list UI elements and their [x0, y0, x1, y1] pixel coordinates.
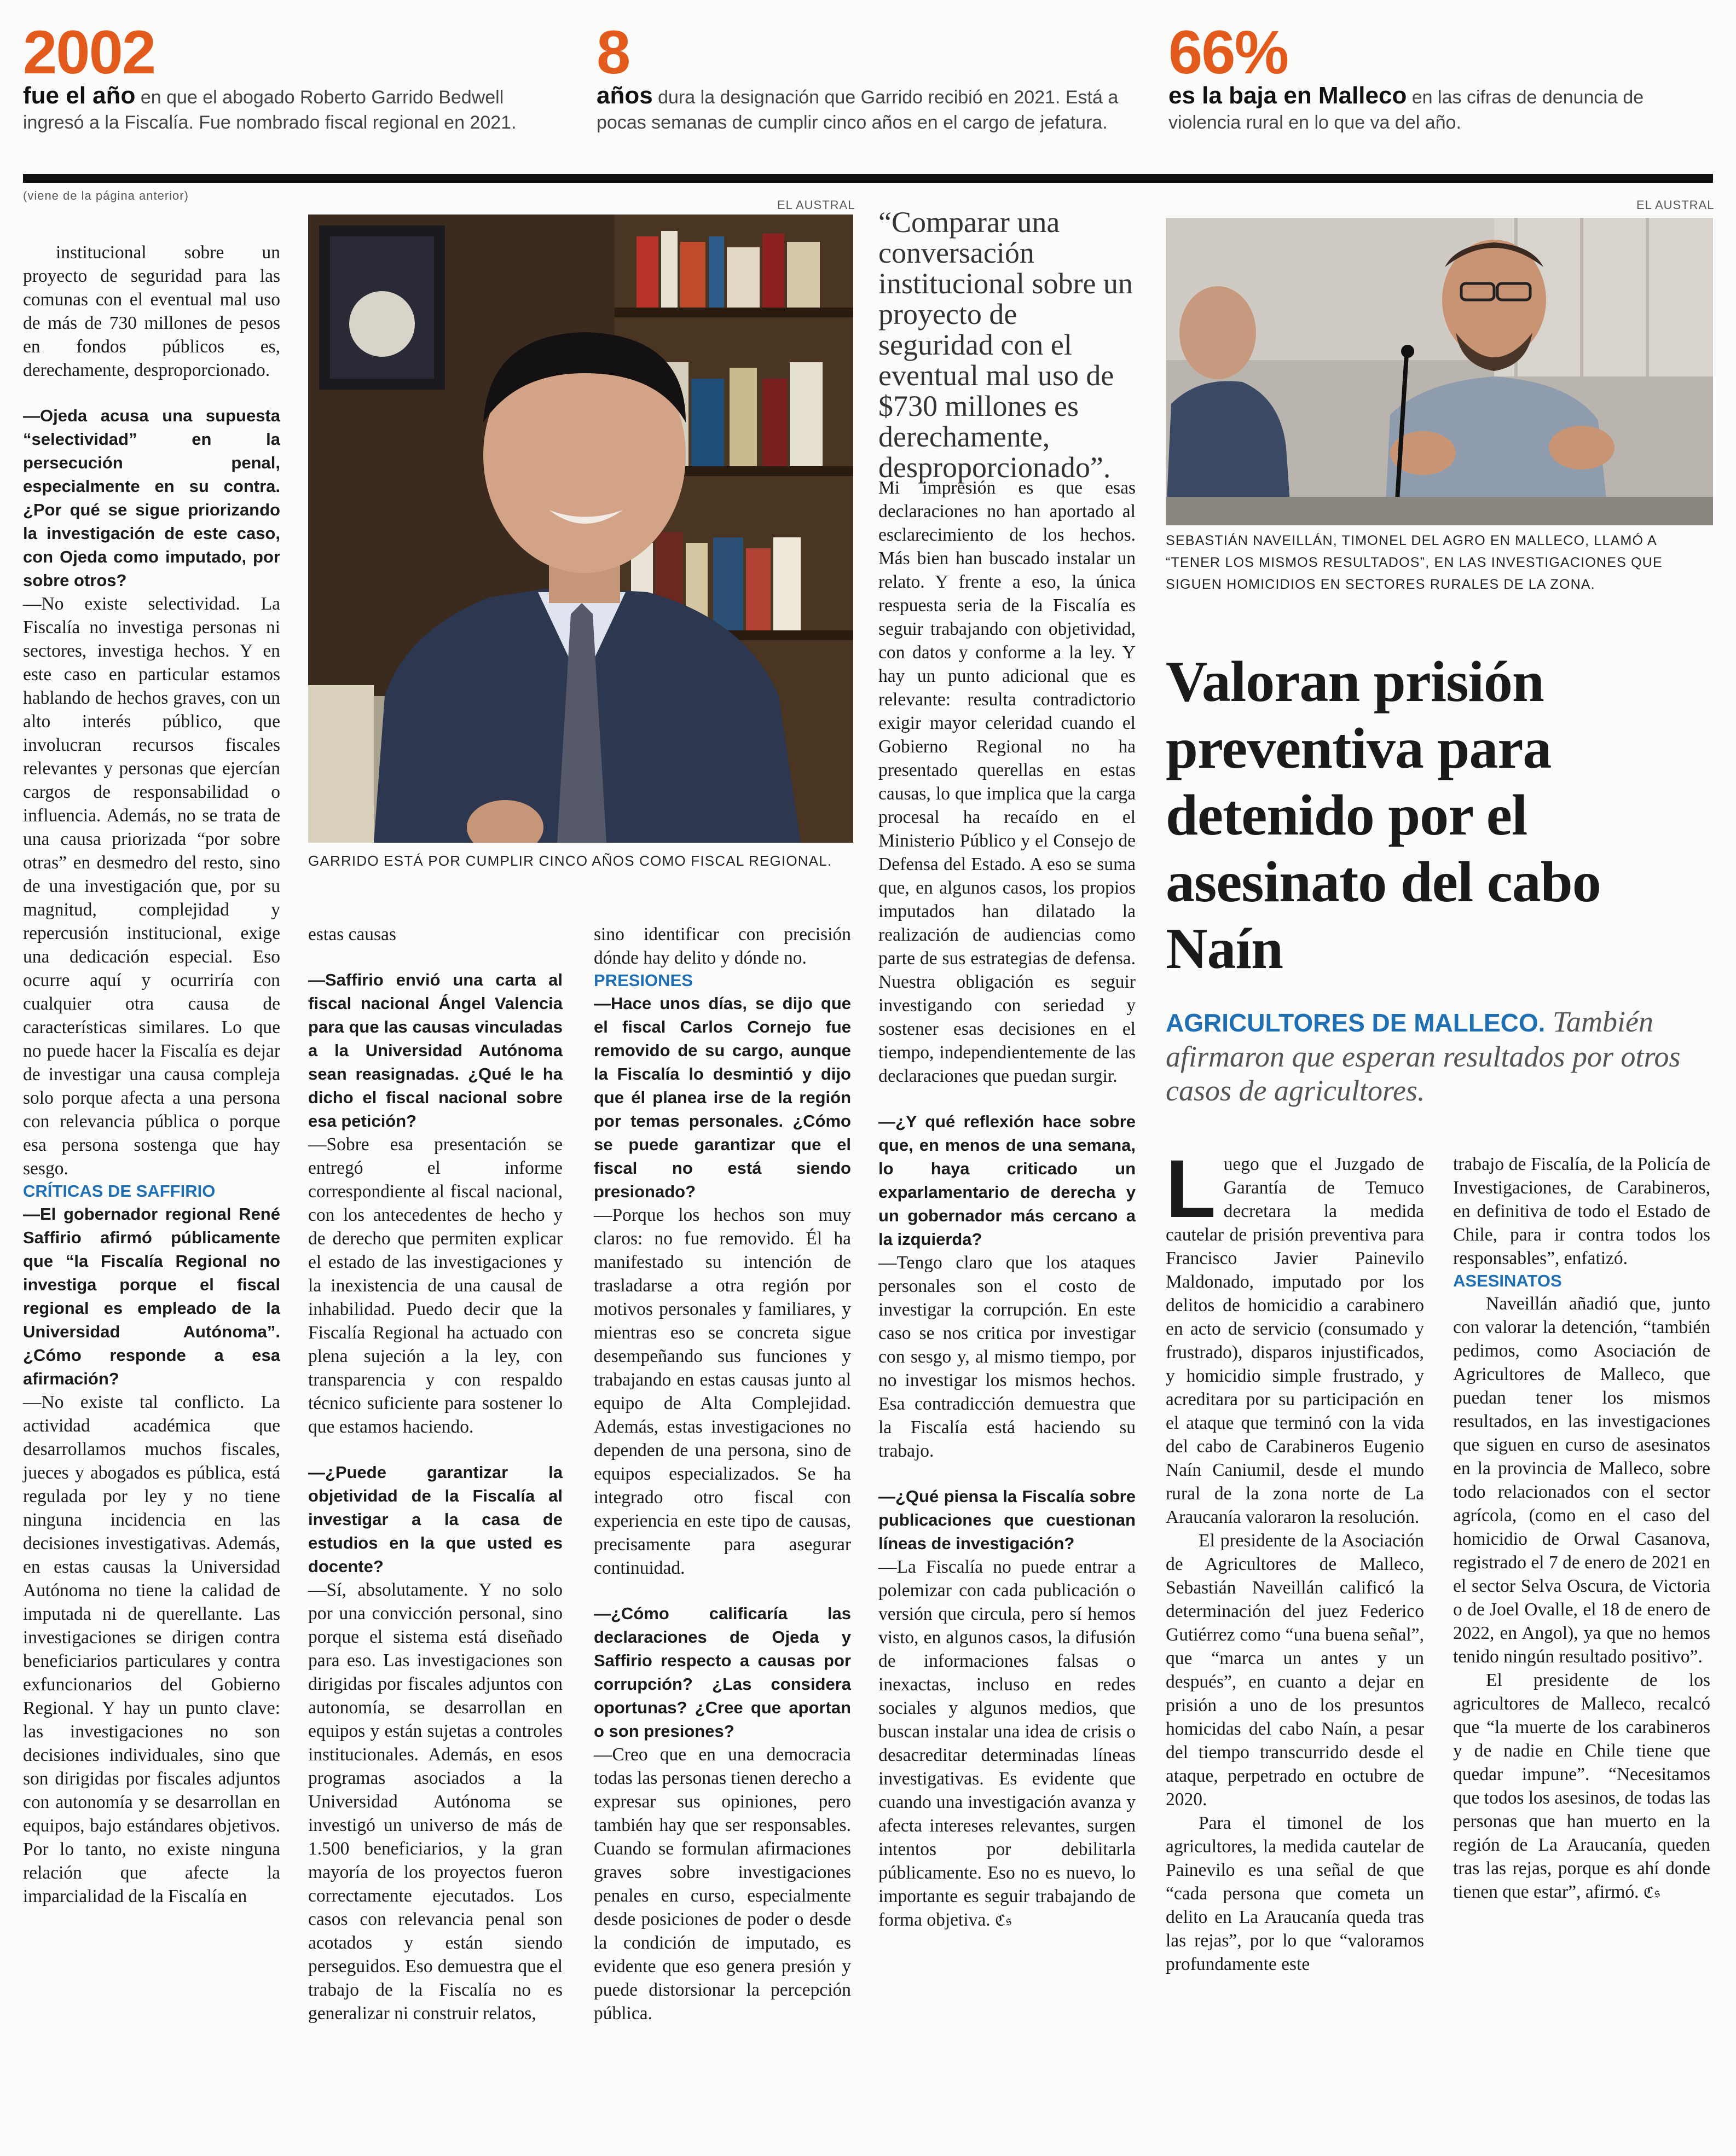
top-rule: [23, 174, 1713, 183]
column-2: [308, 923, 563, 2025]
stat-block-1: [23, 18, 565, 135]
pull-quote: “Comparar una conversación institucional sobre un proyecto de seguridad con el eventual mal uso de $730 millones es derechamente, desproporcionado”.: [878, 206, 1133, 484]
article2-c2-paragraph-1: trabajo de Fiscalía, de la Policía de Investigaciones, de Carabineros, en definitiva de todo el Estado de Chile, para ir contra todos los responsables”, enfatizó.: [1453, 1154, 1710, 1268]
end-of-article-mark-1: ℭ𝔰: [995, 1911, 1012, 1929]
dropcap-letter: L: [1166, 1143, 1216, 1235]
naveillan-meeting-image: [1166, 218, 1713, 525]
article2-c1-paragraph-3: Para el timonel de los agricultores, la medida cautelar de Painevilo es una señal de que “cada persona que cometa un delito en La Araucanía queda tras las rejas”, por lo que “valoramos profundamente este: [1166, 1813, 1424, 1974]
col1-question-1: —Ojeda acusa una supuesta “selectividad” en la persecución penal, especialmente en su contra. ¿Por qué se sigue priorizando la investigación de este caso, con Ojeda como imputado, por sobre otros?: [23, 406, 280, 590]
col4-question-2: —¿Qué piensa la Fiscalía sobre publicaciones que cuestionan líneas de investigación?: [878, 1487, 1136, 1553]
article2-c2-paragraph-3-wrap: [1453, 1668, 1710, 1904]
article2-headline: Valoran prisión preventiva para detenido por el asesinato del cabo Naín: [1166, 650, 1601, 981]
photo2-caption: SEBASTIÁN NAVEILLÁN, TIMONEL DEL AGRO EN MALLECO, LLAMÓ A “TENER LOS MISMOS RESULTADOS”, EN LAS INVESTIGACIONES QUE SIGUEN HOMICIDIOS EN SECTORES RURALES DE LA ZONA.: [1166, 533, 1663, 592]
col3-subhead: PRESIONES: [594, 971, 693, 990]
article2-c2-paragraph-2: Naveillán añadió que, junto con valorar la detención, “también pedimos, como Asociación de Agricultores de Malleco, que puedan tener los mismos resultados, en las investigaciones que siguen en curso de asesinatos en la provincia de Malleco, sobre todo relacionados con el sector agrícola, (como en el caso del homicidio de Orwal Casanova, registrado el 7 de enero de 2021 en el sector Selva Oscura, de Victoria o de Joel Ovalle, el 18 de enero de 2022, en Angol), ya que no hemos tenido ningún resultado positivo”.: [1453, 1294, 1710, 1667]
stat-number-3: 66%: [1168, 18, 1288, 86]
article2-c1-paragraph-1: [1166, 1143, 1424, 1529]
article2-c1-paragraph-2: El presidente de la Asociación de Agricultores de Malleco, Sebastián Naveillán calificó la determinación del juez Federico Gutiérrez como “una buena señal”, que “marca un antes y un después”, en cuanto a dejar en prisión a uno de los presuntos homicidas del cabo Naín, a pesar del tiempo transcurrido desde el ataque, perpetrado en octubre de 2020.: [1166, 1531, 1424, 1810]
article2-subhead: ASESINATOS: [1453, 1271, 1562, 1290]
col2-answer-1: —Sobre esa presentación se entregó el informe correspondiente al fiscal nacional, con los antecedentes de hecho y de derecho que permiten explicar el estado de las investigaciones y la inexistencia de una causal de inhabilidad. Puedo decir que la Fiscalía Regional ha actuado con plena sujeción a la ley, con transparencia y con respaldo técnico suficiente para sostener lo que estamos haciendo.: [308, 1134, 563, 1437]
col4-question-1: —¿Y qué reflexión hace sobre que, en menos de una semana, lo haya criticado un exparlamentario de derecha y un gobernador más cercano a la izquierda?: [878, 1112, 1136, 1249]
article2-c2-paragraph-3: El presidente de los agricultores de Malleco, recalcó que “la muerte de los carabineros y de nadie en Chile tiene que quedar impune”. “Necesitamos que todos los asesinos, de todas las personas que han muerto en la región de La Araucanía, queden tras las rejas, porque es ahí donde tienen que estar”, afirmó.: [1453, 1670, 1710, 1902]
column-4: [878, 476, 1136, 1932]
naveillan-photo: [1166, 218, 1713, 525]
article2-deck: [1166, 1005, 1713, 1108]
col2-paragraph-1: estas causas: [308, 924, 396, 944]
stat-text-3: [1168, 83, 1716, 135]
stat-text-1: [23, 83, 565, 135]
col1-subhead: CRÍTICAS DE SAFFIRIO: [23, 1181, 216, 1201]
col3-question-2: —¿Cómo calificaría las declaraciones de Ojeda y Saffirio respecto a causas por corrupción? ¿Las considera oportunas? ¿Cree que aportan o son presiones?: [594, 1604, 851, 1741]
article2-deck-text: También afirmaron que esperan resultados por otros casos de agricultores.: [1166, 1005, 1681, 1107]
photo1-credit: EL AUSTRAL: [777, 198, 855, 212]
stat-number-1: 2002: [23, 18, 155, 86]
col2-question-2: —¿Puede garantizar la objetividad de la Fiscalía al investigar a la casa de estudios en la que usted es docente?: [308, 1463, 563, 1576]
stat-text-2: [597, 83, 1138, 135]
stat-lead-2: años: [597, 82, 653, 109]
column-3: [594, 923, 851, 2025]
stat-lead-3: es la baja en Malleco: [1168, 82, 1407, 109]
article2-c1p1-text: uego que el Juzgado de Garantía de Temuco decretara la medida cautelar de prisión preventiva para Francisco Javier Painevilo Maldonado, imputado por los delitos de homicidio a carabinero en acto de servicio (consumado y frustrado), disparos injustificados, y homicidio simple frustrado, y acreditara por su participación en el ataque que terminó con la vida del cabo de Carabineros Eugenio Naín Caniumil, desde el mundo rural de la zona norte de La Araucanía valoraron la resolución.: [1166, 1154, 1424, 1527]
col2-answer-2: —Sí, absolutamente. Y no solo por una convicción personal, sino porque el sistema está diseñado para eso. Las investigaciones son dirigidas por fiscales adjuntos con autonomía, se desarrollan en equipos y están sujetas a controles institucionales. Además, en esos programas asociados a la Universidad Autónoma se investigó un universo de más de 1.500 beneficiarios, y la gran mayoría de los proyectos fueron correctamente ejecutados. Los casos con relevancia penal son acotados y están siendo perseguidos. Eso demuestra que el trabajo de la Fiscalía no es generalizar ni construir relatos,: [308, 1580, 563, 2024]
stat-body-2: dura la designación que Garrido recibió en 2021. Está a pocas semanas de cumplir cinco años en el cargo de jefatura.: [597, 87, 1119, 133]
photo1-caption: GARRIDO ESTÁ POR CUMPLIR CINCO AÑOS COMO FISCAL REGIONAL.: [308, 853, 832, 869]
garrido-photo: [308, 215, 853, 843]
stat-block-2: [597, 18, 1138, 135]
col4-paragraph-1: Mi impresión es que esas declaraciones no han aportado al esclarecimiento de los hechos. Más bien han buscado instalar un relato. Y frente a eso, la única respuesta seria de la Fiscalía es seguir trabajando con objetividad, con datos y conforme a la ley. Y hay un punto adicional que es relevante: resulta contradictorio exigir mayor celeridad cuando el Gobierno Regional no ha presentado querellas en estas causas, lo que implica que la carga procesal ha recaído en el Ministerio Público y el Consejo de Defensa del Estado. A eso se suma que, en algunos casos, los propios imputados han dilatado la realización de audiencias como parte de sus estrategias de defensa. Nuestra obligación es seguir investigando con seriedad y sostener esas decisiones en el tiempo, independientemente de las declaraciones que puedan surgir.: [878, 478, 1136, 1086]
stat-block-3: [1168, 18, 1716, 135]
continued-note: (viene de la página anterior): [23, 189, 189, 202]
col2-question-1: —Saffirio envió una carta al fiscal nacional Ángel Valencia para que las causas vinculadas a la Universidad Autónoma sean reasignadas. ¿Qué le ha dicho el fiscal nacional sobre esa petición?: [308, 970, 563, 1131]
col3-answer-1: —Porque los hechos son muy claros: no fue removido. Él ha manifestado su intención de trasladarse a otra región por motivos personales y familiares, y mientras eso se concreta sigue desempeñando sus funciones y trabajando en estas causas junto al equipo de Alta Complejidad. Además, estas investigaciones no dependen de una persona, sino de equipos especializados. Se ha integrado otro fiscal con experiencia en este tipo de causas, precisamente para asegurar continuidad.: [594, 1205, 851, 1578]
col1-question-2: —El gobernador regional René Saffirio afirmó públicamente que “la Fiscalía Regional no investiga porque el fiscal regional es empleado de la Universidad Autónoma”. ¿Cómo responde a esa afirmación?: [23, 1204, 280, 1388]
col3-answer-2: —Creo que en una democracia todas las personas tienen derecho a expresar sus opiniones, pero también hay que ser responsables. Cuando se formulan afirmaciones graves sobre investigaciones penales en curso, especialmente desde posiciones de poder o desde la condición de imputado, es evidente que eso genera presión y puede distorsionar la percepción pública.: [594, 1744, 851, 2024]
stat-body-1: en que el abogado Roberto Garrido Bedwell ingresó a la Fiscalía. Fue nombrado fiscal regional en 2021.: [23, 87, 517, 133]
col3-question-1: —Hace unos días, se dijo que el fiscal Carlos Cornejo fue removido de su cargo, aunque la Fiscalía lo desmintió y dijo que él planea irse de la región por temas personales. ¿Cómo se puede garantizar que el fiscal no está siendo presionado?: [594, 994, 851, 1201]
stat-body-3: en las cifras de denuncia de violencia rural en lo que va del año.: [1168, 87, 1644, 133]
article2-column-1: [1166, 1143, 1424, 1976]
col1-answer-1: —No existe selectividad. La Fiscalía no investiga personas ni sectores, investiga hechos. Y en este caso en particular estamos hablando de hechos graves, con un alto interés público, que involucran recursos fiscales relevantes y personas que ejercían cargos de responsabilidad o influencia. Además, no se trata de una causa priorizada “por sobre otras” en desmedro del resto, sino de una investigación que, por su magnitud, complejidad y repercusión institucional, exige una dedicación especial. Eso ocurre aquí y ocurriría con cualquier otra causa de características similares. Lo que no puede hacer la Fiscalía es dejar de investigar una causa compleja solo porque afecta a una persona con relevancia pública o porque esa persona sostenga que hay sesgo.: [23, 594, 280, 1179]
column-1: [23, 241, 280, 1908]
col1-answer-2: —No existe tal conflicto. La actividad académica que desarrollamos muchos fiscales, jueces y abogados es pública, está regulada por ley y no tiene ninguna incidencia en las decisiones investigativas. Además, en estas causas la Universidad Autónoma no tiene la calidad de imputada ni de querellante. Las investigaciones se dirigen contra beneficiarios particulares y contra exfuncionarios del Gobierno Regional. Y hay un punto clave: las investigaciones no son decisiones individuales, sino que son dirigidas por fiscales adjuntos con autonomía y se desarrollan en equipos, bajo estándares objetivos. Por lo tanto, no existe ninguna relación que afecte la imparcialidad de la Fiscalía en: [23, 1392, 280, 1906]
col4-answer-1: —Tengo claro que los ataques personales son el costo de investigar la corrupción. En este caso se nos critica por investigar con sesgo y, al mismo tiempo, por no investigar los mismos hechos. Esa contradicción demuestra que la Fiscalía está haciendo su trabajo.: [878, 1253, 1136, 1461]
end-of-article-mark-2: ℭ𝔰: [1643, 1883, 1660, 1902]
col4-answer-2-wrap: [878, 1555, 1136, 1932]
garrido-portrait-image: [308, 215, 853, 843]
col1-paragraph-1: institucional sobre un proyecto de seguridad para las comunas con el eventual mal uso de más de 730 millones de pesos en fondos públicos es, derechamente, desproporcionado.: [23, 242, 280, 380]
col3-paragraph-1: sino identificar con precisión dónde hay delito y dónde no.: [594, 924, 851, 968]
article2-deck-label: AGRICULTORES DE MALLECO.: [1166, 1009, 1546, 1037]
stat-number-2: 8: [597, 18, 630, 86]
col4-answer-2: —La Fiscalía no puede entrar a polemizar con cada publicación o versión que circula, pero sí hemos visto, en algunos casos, la difusión de informaciones falsas o inexactas, incluso en redes sociales y algunos medios, que buscan instalar una idea de crisis o desacreditar determinadas líneas investigativas. Es evidente que cuando una investigación avanza y afecta intereses relevantes, surgen intentos por debilitarla públicamente. Eso no es nuevo, lo importante es seguir trabajando de forma objetiva.: [878, 1557, 1136, 1930]
photo2-credit: EL AUSTRAL: [1636, 198, 1715, 212]
stat-lead-1: fue el año: [23, 82, 136, 109]
article2-column-2: [1453, 1152, 1710, 1904]
